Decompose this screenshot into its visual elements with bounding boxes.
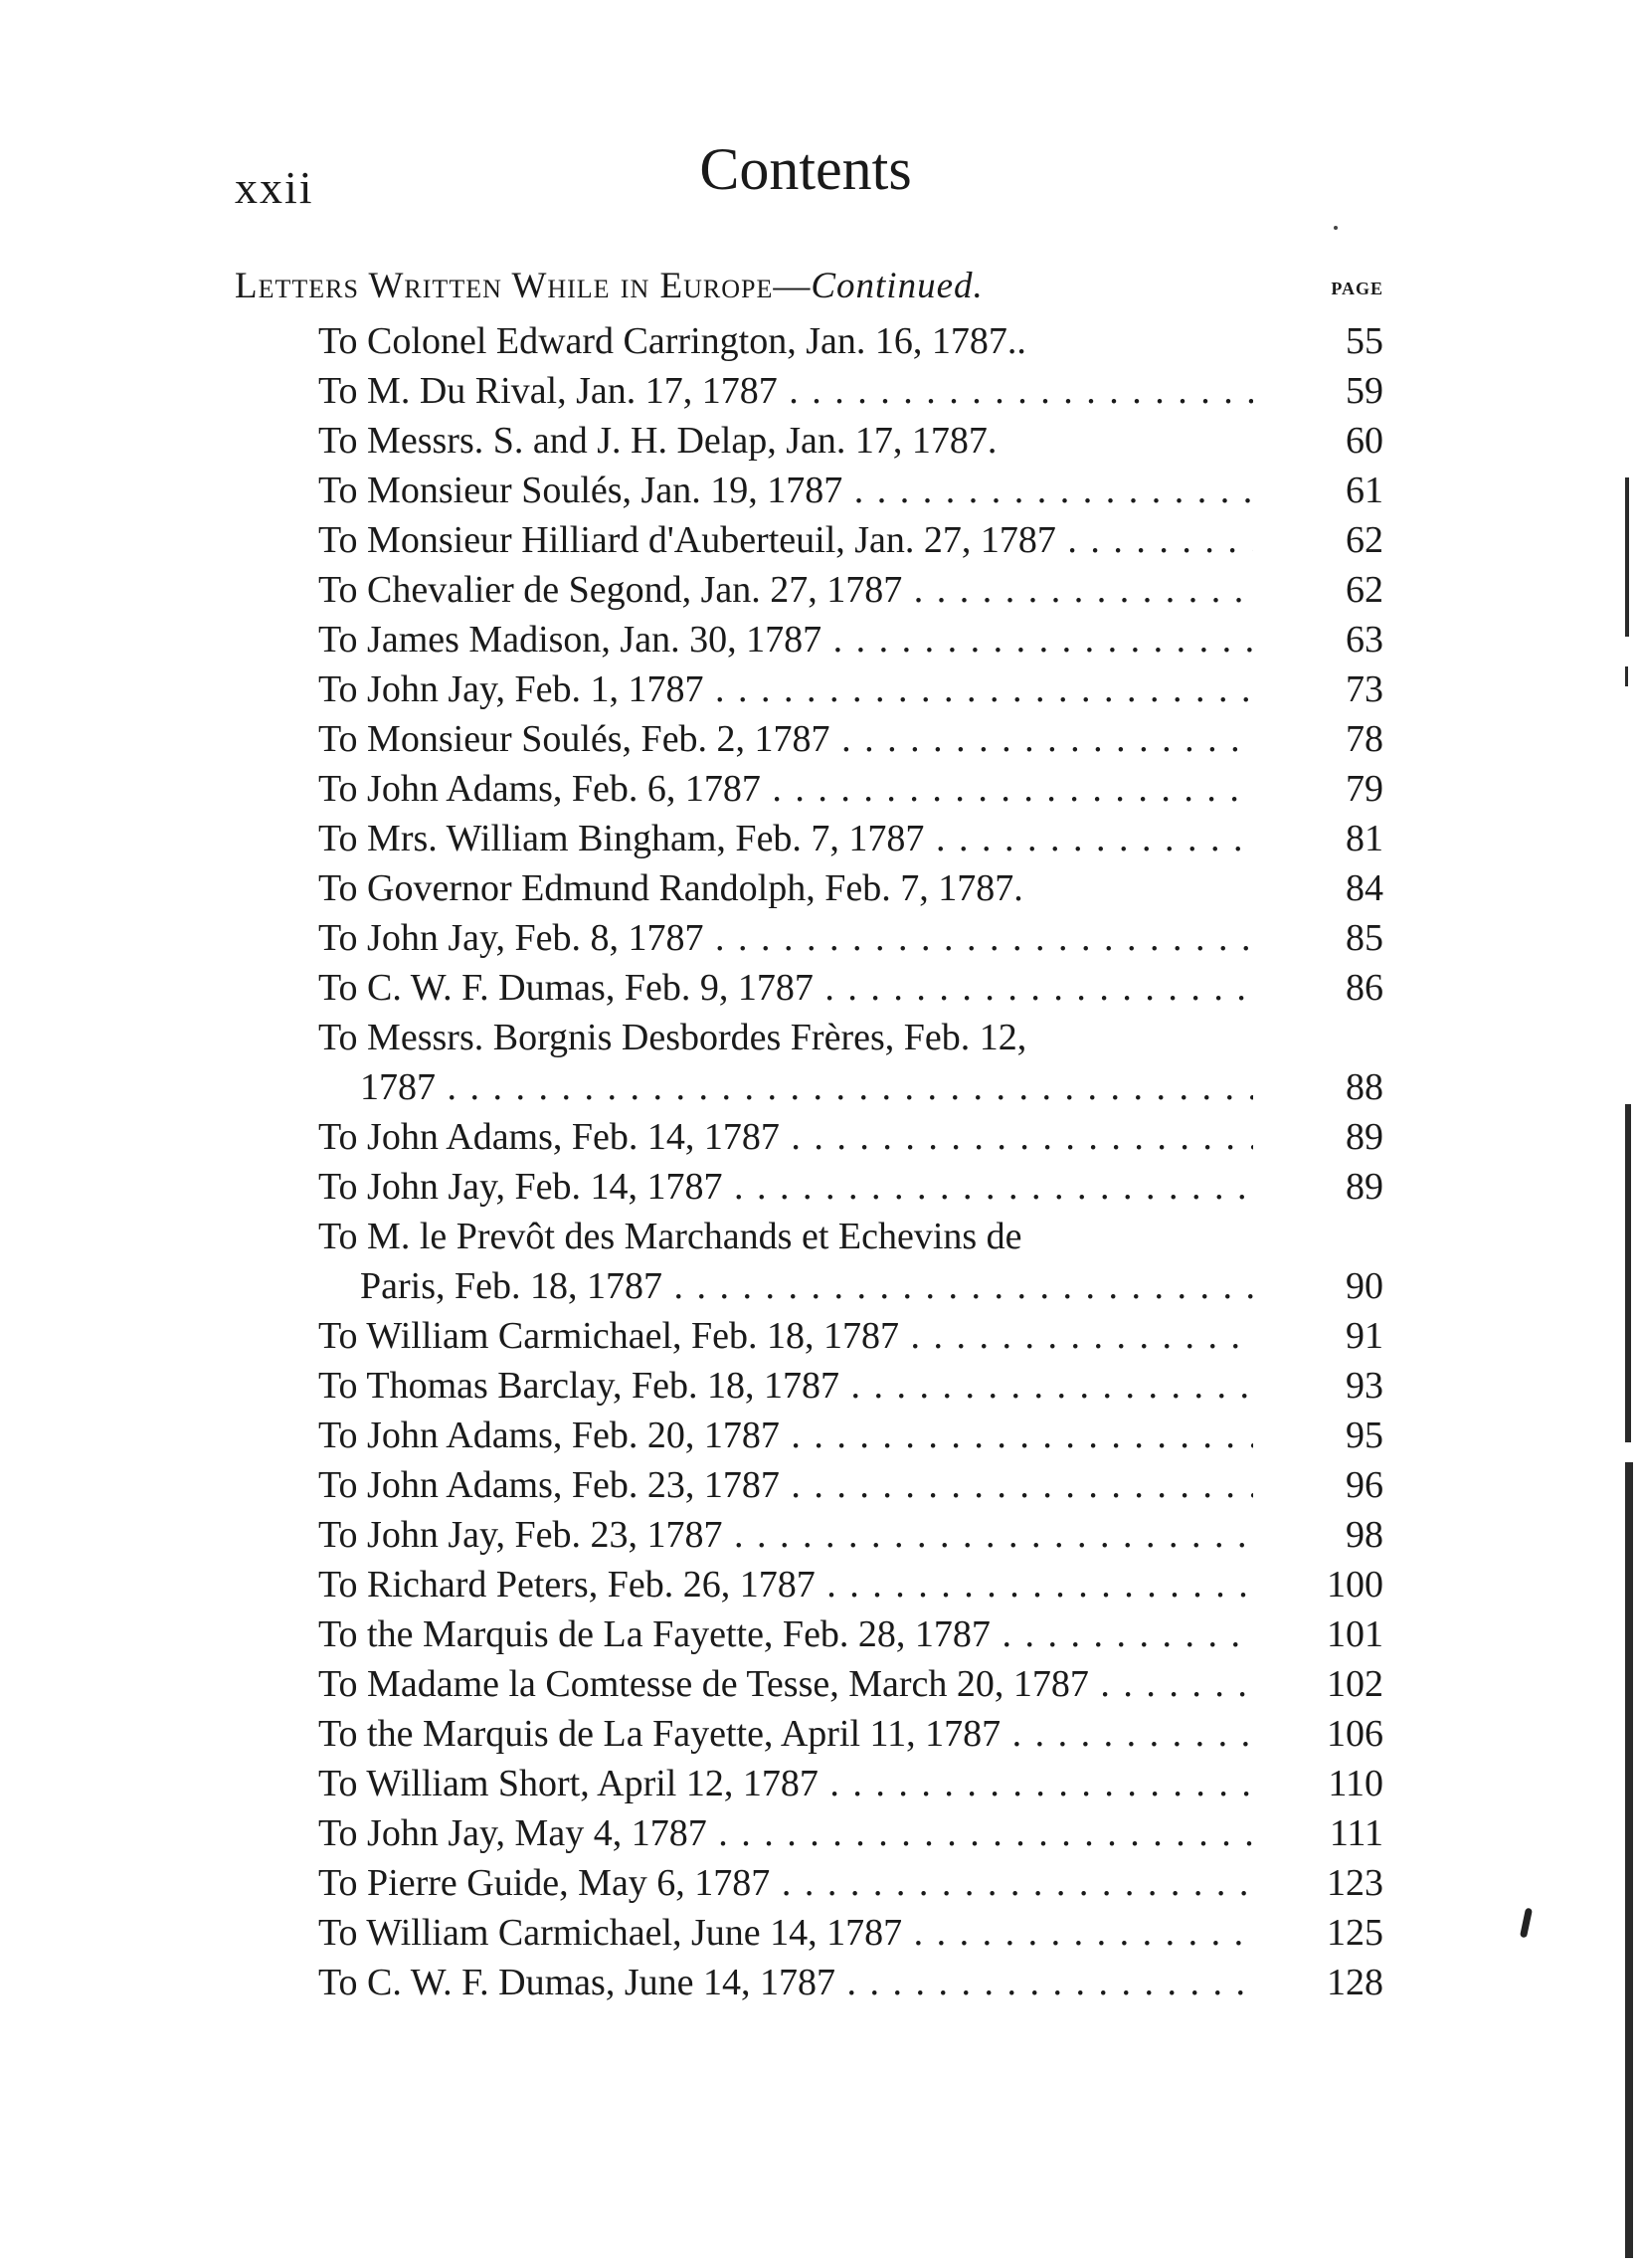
toc-entry-text: To William Short, April 12, 1787 xyxy=(318,1763,819,1804)
toc-entry xyxy=(318,1659,1383,1709)
toc-entry-title xyxy=(318,565,1253,615)
toc-entry-text: To Mrs. William Bingham, Feb. 7, 1787 xyxy=(318,818,925,859)
toc-entry-page: 55 xyxy=(1346,320,1383,362)
toc-entry-title xyxy=(318,1958,1253,2007)
toc-entry-page: 88 xyxy=(1346,1066,1383,1108)
toc-entry-text: To Colonel Edward Carrington, Jan. 16, 1787 xyxy=(318,320,1007,362)
toc-entry-title xyxy=(318,515,1253,565)
dot-leader xyxy=(770,1862,1253,1904)
toc-entry-text: To John Jay, Feb. 14, 1787 xyxy=(318,1166,723,1208)
toc-entry-title xyxy=(318,1212,1253,1311)
toc-entry-title xyxy=(318,1908,1253,1958)
toc-entry xyxy=(318,416,1383,466)
toc-entry-page: 60 xyxy=(1346,420,1383,462)
toc-entry-text: To John Adams, Feb. 14, 1787 xyxy=(318,1116,780,1158)
dot-leader xyxy=(780,1415,1253,1456)
dot-leader xyxy=(902,1912,1253,1954)
toc-entry-title xyxy=(318,814,1253,863)
toc-entry-leader-suffix: . xyxy=(1013,867,1023,909)
dot-leader xyxy=(1056,519,1253,561)
toc-entry-text: To John Jay, May 4, 1787 xyxy=(318,1812,707,1854)
toc-entry-leader-suffix: .. xyxy=(1006,320,1026,362)
toc-entry-text: To Pierre Guide, May 6, 1787 xyxy=(318,1862,771,1904)
toc-entry-title xyxy=(318,1361,1253,1411)
toc-entry-text: To the Marquis de La Fayette, Feb. 28, 1787 xyxy=(318,1613,991,1655)
toc-entry-page: 95 xyxy=(1346,1415,1383,1456)
dot-leader xyxy=(839,1365,1253,1407)
toc-entry-page: 101 xyxy=(1327,1613,1383,1655)
toc-entry-title xyxy=(318,764,1253,814)
toc-entry xyxy=(318,1908,1383,1958)
toc-entry xyxy=(318,814,1383,863)
toc-entry xyxy=(318,1709,1383,1759)
dot-leader xyxy=(830,718,1253,760)
dot-leader xyxy=(761,768,1253,810)
toc-entry-text: To James Madison, Jan. 30, 1787 xyxy=(318,619,822,661)
toc-entry-title xyxy=(318,1510,1253,1560)
toc-entry xyxy=(318,316,1383,366)
toc-entry-text-continued: 1787 xyxy=(360,1066,436,1108)
scan-speck xyxy=(1520,1908,1533,1939)
dot-leader xyxy=(991,1613,1253,1655)
toc-entry-page: 90 xyxy=(1346,1265,1383,1307)
dot-leader xyxy=(778,370,1253,412)
toc-entry-title xyxy=(318,316,1253,366)
toc-entry-page: 84 xyxy=(1346,867,1383,909)
toc-entry-page: 79 xyxy=(1346,768,1383,810)
toc-entry-title xyxy=(318,1659,1253,1709)
toc-entry xyxy=(318,764,1383,814)
toc-entry xyxy=(318,1361,1383,1411)
section-title xyxy=(235,265,984,307)
toc-entry xyxy=(318,714,1383,764)
dot-leader xyxy=(835,1962,1253,2003)
toc-entry xyxy=(318,664,1383,714)
toc-entry-title xyxy=(318,366,1253,416)
page-column-label: PAGE xyxy=(1331,279,1383,298)
toc-entry-page: 91 xyxy=(1346,1315,1383,1357)
dot-leader xyxy=(814,967,1253,1009)
toc-entry-title xyxy=(318,1808,1253,1858)
toc-entry xyxy=(318,1560,1383,1609)
toc-entry xyxy=(318,515,1383,565)
toc-entry-title xyxy=(318,863,1253,913)
scan-edge-shadow xyxy=(1621,468,1635,2258)
ink-dot xyxy=(1334,226,1338,230)
dot-leader xyxy=(819,1763,1253,1804)
toc-entry xyxy=(318,1510,1383,1560)
toc-entry xyxy=(318,1411,1383,1460)
toc-entry-page: 73 xyxy=(1346,668,1383,710)
dot-leader xyxy=(436,1066,1253,1108)
toc-entry-page: 89 xyxy=(1346,1166,1383,1208)
toc-entry xyxy=(318,1460,1383,1510)
toc-entry-title xyxy=(318,1709,1253,1759)
page-header xyxy=(0,135,1641,215)
toc-entry xyxy=(318,1162,1383,1212)
toc-entry-text: To William Carmichael, Feb. 18, 1787 xyxy=(318,1315,900,1357)
toc-entry-page: 93 xyxy=(1346,1365,1383,1407)
toc-entry-title xyxy=(318,913,1253,963)
toc-entry-text: To Monsieur Hilliard d'Auberteuil, Jan. 27, 1787 xyxy=(318,519,1056,561)
toc-entry-text: To John Jay, Feb. 1, 1787 xyxy=(318,668,704,710)
dot-leader xyxy=(924,818,1253,859)
toc-entry-text: To John Jay, Feb. 8, 1787 xyxy=(318,917,704,959)
dot-leader xyxy=(816,1564,1253,1606)
page-number: xxii xyxy=(235,162,314,213)
toc-entry-text: To John Jay, Feb. 23, 1787 xyxy=(318,1514,723,1556)
toc-entry-page: 61 xyxy=(1346,470,1383,511)
dot-leader xyxy=(842,470,1253,511)
toc-entry-page: 102 xyxy=(1327,1663,1383,1705)
toc-entry-text: To John Adams, Feb. 23, 1787 xyxy=(318,1464,780,1506)
toc-entry-title xyxy=(318,1013,1253,1112)
toc-entry xyxy=(318,565,1383,615)
section-heading xyxy=(235,265,1383,314)
toc-entry xyxy=(318,1858,1383,1908)
dot-leader xyxy=(780,1464,1253,1506)
toc-entry-page: 63 xyxy=(1346,619,1383,661)
toc-entry-text: To M. le Prevôt des Marchands et Echevins de xyxy=(318,1216,1022,1257)
dot-leader xyxy=(704,668,1253,710)
toc-entry-page: 89 xyxy=(1346,1116,1383,1158)
toc-entry xyxy=(318,1759,1383,1808)
toc-entry-page: 128 xyxy=(1327,1962,1383,2003)
toc-entry-text-continued: Paris, Feb. 18, 1787 xyxy=(360,1265,662,1307)
toc-entry-page: 125 xyxy=(1327,1912,1383,1954)
toc-entry-page: 78 xyxy=(1346,718,1383,760)
toc-entry-text: To Thomas Barclay, Feb. 18, 1787 xyxy=(318,1365,839,1407)
toc-entry-title xyxy=(318,1560,1253,1609)
toc-entry-title xyxy=(318,1311,1253,1361)
toc-entry-page: 96 xyxy=(1346,1464,1383,1506)
toc-entry xyxy=(318,1958,1383,2007)
toc-entry-title xyxy=(318,1858,1253,1908)
toc-entry xyxy=(318,1013,1383,1112)
toc-entry-text: To Monsieur Soulés, Feb. 2, 1787 xyxy=(318,718,830,760)
toc-entry xyxy=(318,1609,1383,1659)
toc-entry-page: 62 xyxy=(1346,569,1383,611)
dot-leader xyxy=(704,917,1253,959)
dot-leader xyxy=(1001,1713,1253,1755)
toc-entry-title xyxy=(318,963,1253,1013)
toc-entry-page: 100 xyxy=(1327,1564,1383,1606)
dot-leader xyxy=(723,1166,1253,1208)
toc-entry-title xyxy=(318,416,1253,466)
dot-leader xyxy=(899,1315,1253,1357)
toc-entry-leader-suffix: . xyxy=(987,420,998,462)
toc-entry-text: To C. W. F. Dumas, Feb. 9, 1787 xyxy=(318,967,814,1009)
dot-leader xyxy=(1089,1663,1253,1705)
toc-entry-title xyxy=(318,1759,1253,1808)
toc-entry-page: 62 xyxy=(1346,519,1383,561)
toc-entry-text: To C. W. F. Dumas, June 14, 1787 xyxy=(318,1962,835,2003)
toc-entry-text: To William Carmichael, June 14, 1787 xyxy=(318,1912,903,1954)
toc-entry xyxy=(318,963,1383,1013)
toc-entry xyxy=(318,366,1383,416)
toc-entry xyxy=(318,913,1383,963)
toc-entry-title xyxy=(318,714,1253,764)
toc-entry xyxy=(318,1212,1383,1311)
page-title: Contents xyxy=(699,136,912,202)
toc-entry-page: 98 xyxy=(1346,1514,1383,1556)
dot-leader xyxy=(707,1812,1253,1854)
toc-list xyxy=(318,316,1383,2007)
toc-entry-text: To John Adams, Feb. 6, 1787 xyxy=(318,768,761,810)
dot-leader xyxy=(821,619,1253,661)
toc-entry-text: To Messrs. Borgnis Desbordes Frères, Feb. 12, xyxy=(318,1017,1027,1058)
toc-entry-page: 59 xyxy=(1346,370,1383,412)
section-continued: Continued. xyxy=(811,266,984,306)
toc-entry-title xyxy=(318,466,1253,515)
toc-entry xyxy=(318,466,1383,515)
toc-entry-page: 110 xyxy=(1328,1763,1383,1804)
toc-entry-text: To the Marquis de La Fayette, April 11, 1787 xyxy=(318,1713,1002,1755)
toc-entry-text: To Messrs. S. and J. H. Delap, Jan. 17, 1787 xyxy=(318,420,988,462)
toc-entry-text: To John Adams, Feb. 20, 1787 xyxy=(318,1415,780,1456)
toc-entry-page: 85 xyxy=(1346,917,1383,959)
toc-entry-text: To Monsieur Soulés, Jan. 19, 1787 xyxy=(318,470,843,511)
dot-leader xyxy=(662,1265,1253,1307)
toc-entry-page: 111 xyxy=(1329,1812,1383,1854)
toc-entry xyxy=(318,1311,1383,1361)
section-title-text: Letters Written While in Europe— xyxy=(235,266,812,306)
toc-entry-title xyxy=(318,664,1253,714)
toc-entry-text: To Richard Peters, Feb. 26, 1787 xyxy=(318,1564,816,1606)
toc-entry-page: 86 xyxy=(1346,967,1383,1009)
toc-entry-title xyxy=(318,1411,1253,1460)
toc-entry-text: To M. Du Rival, Jan. 17, 1787 xyxy=(318,370,778,412)
toc-entry xyxy=(318,1808,1383,1858)
toc-entry-text: To Chevalier de Segond, Jan. 27, 1787 xyxy=(318,569,903,611)
toc-entry xyxy=(318,863,1383,913)
toc-entry xyxy=(318,615,1383,664)
toc-entry-title xyxy=(318,1609,1253,1659)
toc-entry-text: To Madame la Comtesse de Tesse, March 20, 1787 xyxy=(318,1663,1089,1705)
toc-entry-text: To Governor Edmund Randolph, Feb. 7, 1787 xyxy=(318,867,1014,909)
dot-leader xyxy=(723,1514,1253,1556)
toc-entry-page: 123 xyxy=(1327,1862,1383,1904)
toc-entry-page: 106 xyxy=(1327,1713,1383,1755)
dot-leader xyxy=(780,1116,1253,1158)
toc-entry-title xyxy=(318,615,1253,664)
toc-entry-page: 81 xyxy=(1346,818,1383,859)
toc-entry xyxy=(318,1112,1383,1162)
toc-entry-title xyxy=(318,1460,1253,1510)
toc-entry-title xyxy=(318,1112,1253,1162)
toc-entry-title xyxy=(318,1162,1253,1212)
dot-leader xyxy=(902,569,1253,611)
